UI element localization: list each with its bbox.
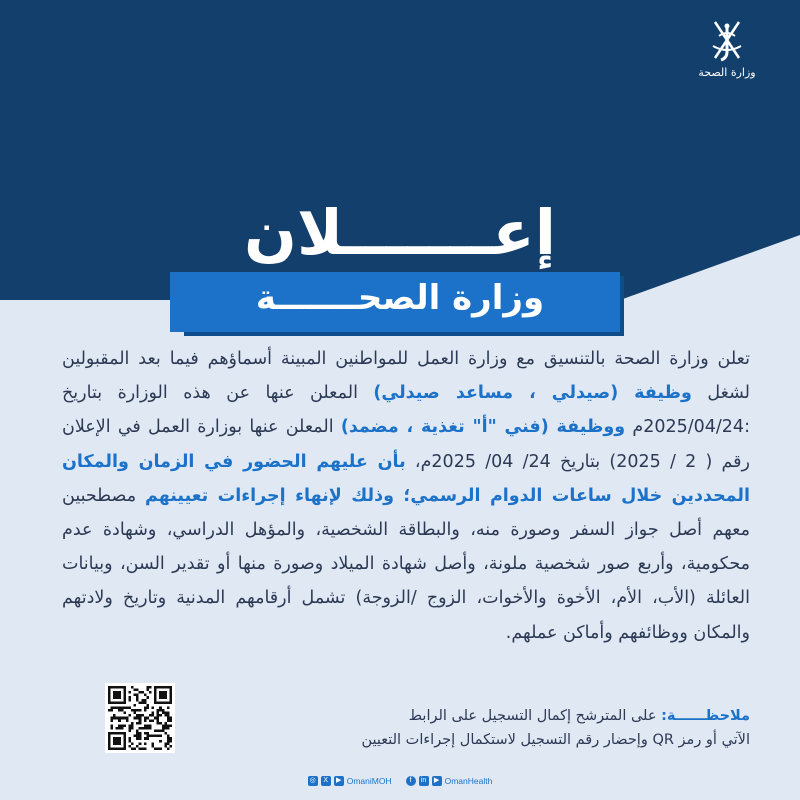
body-text-4: مصطحبين معهم أصل جواز السفر وصورة منه، والبطاقة الشخصية، والمؤهل الدراسي، وشهادة عدم محكومية، وأربع صور شخصية ملونة، وأصل شهادة الميلاد وصورة منها أو تقدير السن، وبيانات العائلة (الأب، الأم، الأخوة والأخوات، الزوج /الزوجة) تشمل أرقامهم المدنية وتاريخ ولادتهم والمكان ووظائفهم وأماكن عملهم.	[62, 485, 750, 643]
youtube-icon-2[interactable]: ▶	[432, 776, 442, 786]
body-text-3: المعلن عنها بوزارة العمل في الإعلان رقم ( 2 / 2025) بتاريخ 24/ 04/ 2025م،	[62, 417, 751, 472]
ministry-banner	[180, 272, 620, 332]
linkedin-icon[interactable]: in	[419, 776, 429, 786]
body-text-1: تعلن وزارة الصحة بالتنسيق مع وزارة العمل للمواطنين المبينة أسماؤهم فيما بعد المقبولين لشغل	[62, 349, 751, 404]
announcement-body	[62, 342, 750, 650]
note-label: ملاحظــــــة:	[661, 708, 750, 724]
body-text-2: المعلن عنها عن هذه الوزارة بتاريخ :2025/04/24م	[62, 383, 750, 438]
body-highlight-2: ووظيفة (فني "أ" تغذية ، مضمد)	[340, 417, 626, 438]
facebook-icon[interactable]: f	[406, 776, 416, 786]
note-text-2: الآتي أو رمز QR وإحضار رقم التسجيل لاستكمال إجراءات التعيين	[361, 732, 750, 748]
x-icon[interactable]: X	[321, 776, 331, 786]
ministry-logo	[696, 18, 758, 79]
youtube-icon[interactable]: ▶	[334, 776, 344, 786]
note-text-1: على المترشح إكمال التسجيل على الرابط	[408, 708, 662, 724]
note	[200, 704, 750, 752]
emblem-icon	[705, 18, 749, 64]
handle-omanhealth[interactable]: OmanHealth	[444, 776, 493, 786]
body-highlight-1: وظيفة (صيدلي ، مساعد صيدلي)	[373, 383, 692, 404]
body-highlight-3: بأن عليهم الحضور في الزمان والمكان المحددين خلال ساعات الدوام الرسمي؛ وذلك لإنهاء إجراءات تعيينهم	[62, 451, 750, 506]
page-title: إعـــــــلان	[244, 196, 556, 269]
social-footer	[300, 773, 500, 789]
handle-omanimoh[interactable]: OmaniMOH	[346, 776, 392, 786]
note-line-1	[200, 704, 750, 728]
qr-code-icon	[108, 686, 172, 750]
qr-code[interactable]	[105, 683, 175, 753]
banner-text: وزارة الصحـــــــة	[255, 278, 545, 318]
instagram-icon[interactable]: ◎	[309, 777, 316, 784]
logo-text: وزارة الصحة	[698, 66, 756, 79]
